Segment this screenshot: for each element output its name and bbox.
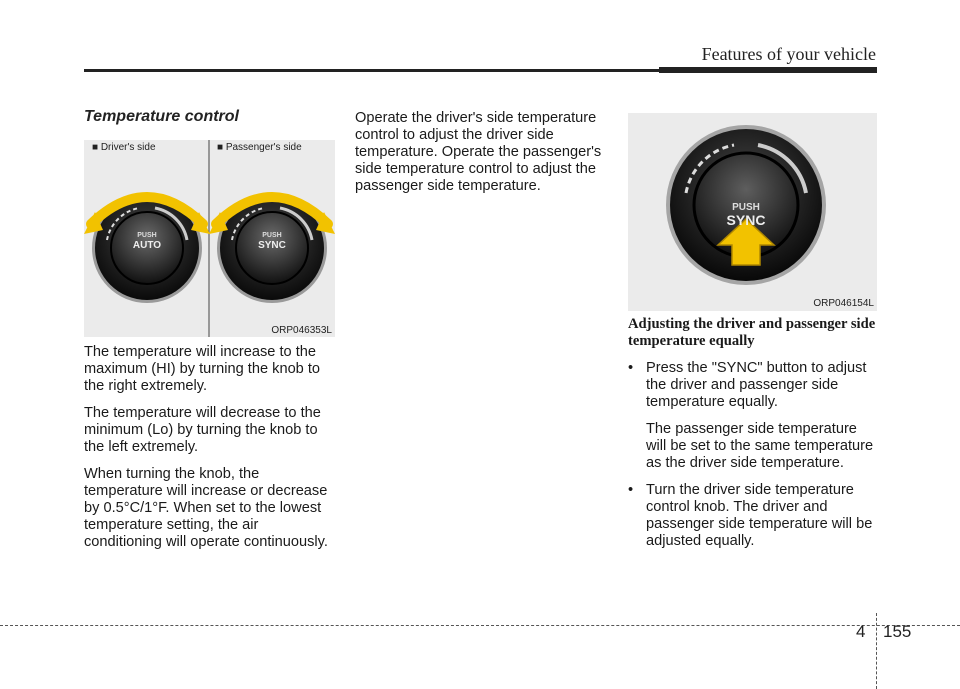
sync-knob-illustration (628, 113, 877, 311)
bullet-dot: • (628, 360, 634, 376)
paragraph: When turning the knob, the temperature will increase or decrease by 0.5°C/1°F. When set to the lowest temperature setting, the air conditioning will operate continuously. (84, 466, 328, 550)
column-3-text (628, 316, 878, 550)
knob-passenger-push: PUSH (262, 232, 282, 239)
column-1-text (84, 344, 336, 561)
knob-driver-push: PUSH (137, 232, 157, 239)
bullet-subtext: The passenger side temperature will be set to the same temperature as the driver side temperature. (646, 421, 874, 471)
header-accent-bar (659, 67, 877, 73)
knob-sync-label: SYNC (726, 212, 766, 228)
paragraph: The temperature will decrease to the minimum (Lo) by turning the knob to the left extremely. (84, 405, 321, 455)
knob-sync-push: PUSH (732, 202, 760, 213)
bullet-item (628, 482, 878, 550)
figure-knobs-driver-passenger (84, 140, 335, 337)
page-number: 155 (883, 622, 912, 641)
bullet-dot: • (628, 482, 634, 498)
footer-rule (0, 625, 960, 626)
figure-code: ORP046353L (271, 325, 332, 336)
label-drivers-side: ■ Driver's side (92, 142, 156, 153)
section-title: Features of your vehicle (701, 44, 876, 64)
paragraph: The temperature will increase to the maximum (HI) by turning the knob to the right extremely. (84, 344, 321, 394)
footer-divider (876, 613, 877, 689)
knobs-illustration (84, 140, 335, 337)
knob-passenger-sync: SYNC (258, 240, 286, 251)
bullet-text: Press the "SYNC" button to adjust the driver and passenger side temperature equally. (646, 360, 867, 410)
paragraph: Operate the driver's side temperature control to adjust the driver side temperature. Operate the passenger's side temperature control to adjust the passenger side temperature. (355, 110, 602, 194)
figure-sync-knob (628, 113, 877, 311)
subsection-heading: Adjusting the driver and passenger side temperature equally (628, 316, 876, 349)
header-rule (84, 69, 659, 72)
column-2-text (355, 110, 607, 205)
bullet-item (628, 360, 878, 411)
figure-code: ORP046154L (813, 298, 874, 309)
bullet-text: Turn the driver side temperature control knob. The driver and passenger side temperature will be adjusted equally. (646, 482, 873, 549)
section-heading: Temperature control (84, 108, 239, 125)
knob-driver-auto: AUTO (132, 240, 162, 251)
chapter-number: 4 (856, 622, 866, 641)
label-passengers-side: ■ Passenger's side (217, 142, 302, 153)
